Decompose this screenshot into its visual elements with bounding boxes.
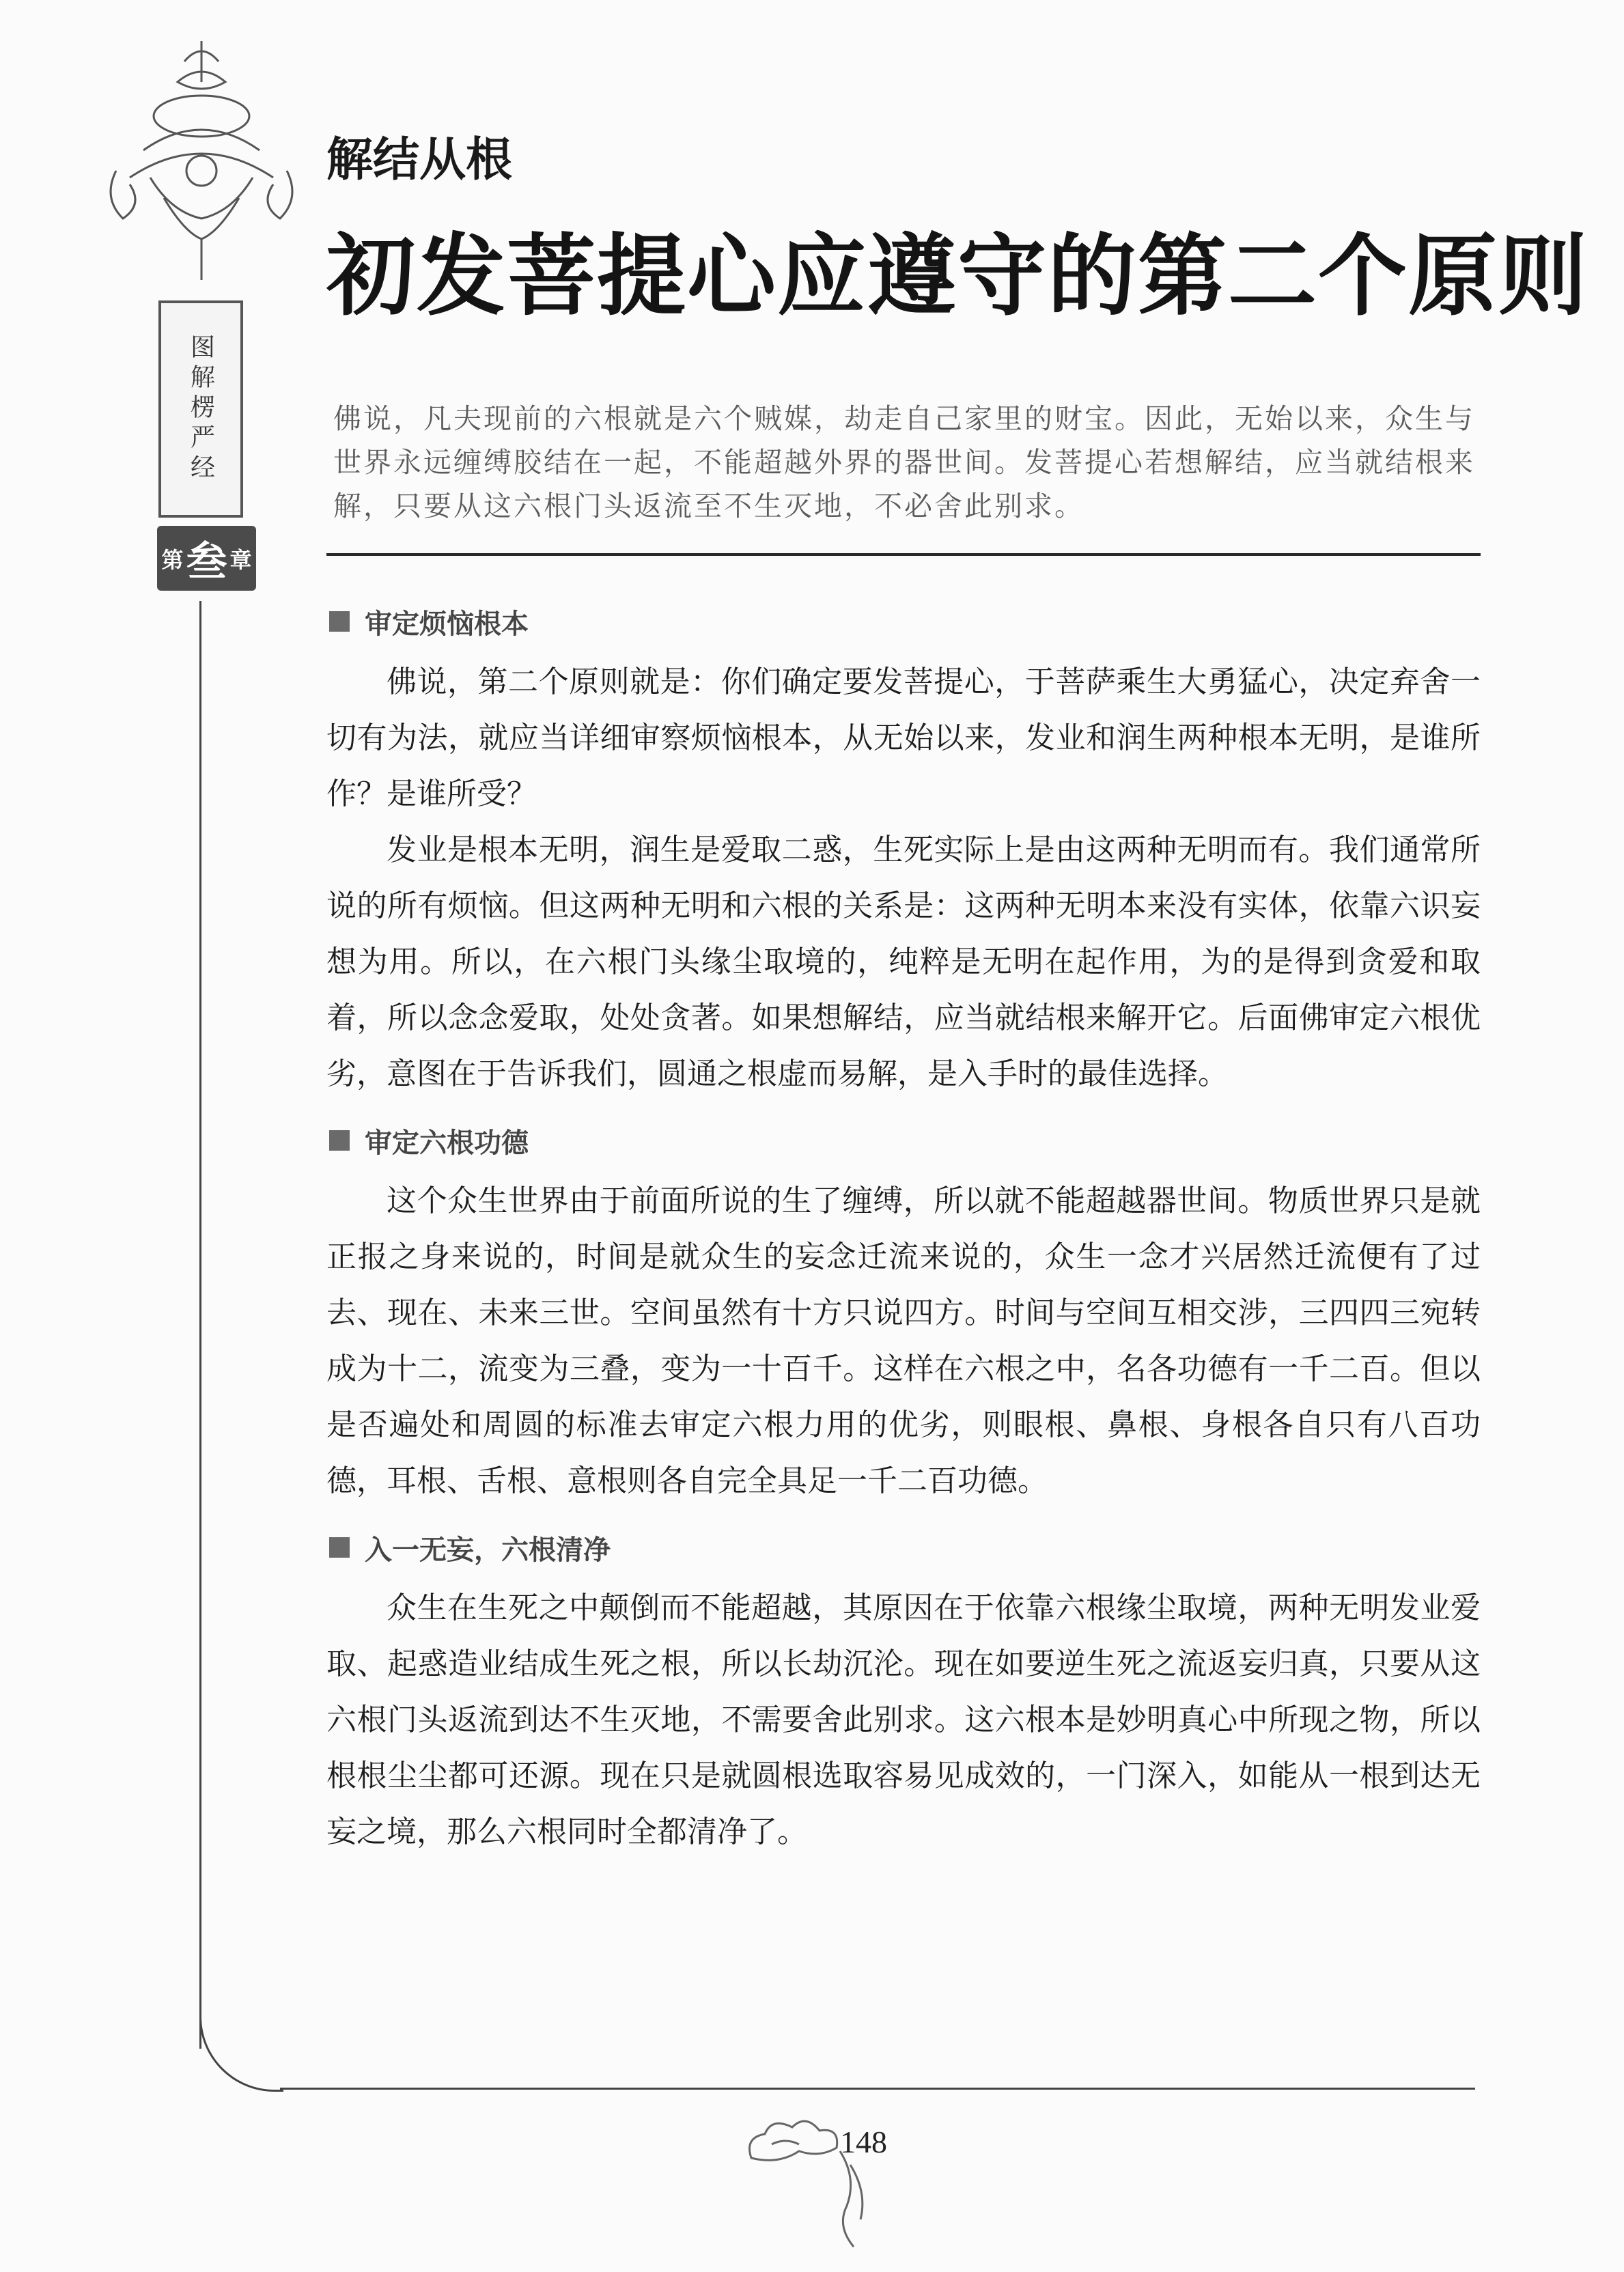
section-heading-text: 入一无妄，六根清净 — [365, 1534, 611, 1566]
book-title: 图解楞严经 — [186, 334, 215, 484]
section — [326, 601, 1481, 1102]
section-kicker: 解结从根 — [326, 133, 513, 187]
book-title-tab — [158, 300, 243, 518]
square-bullet-icon — [329, 1537, 350, 1558]
intro-summary: 佛说，凡夫现前的六根就是六个贼媒，劫走自己家里的财宝。因此，无始以来，众生与世界永远缠缚胶结在一起，不能超越外界的器世间。发菩提心若想解结，应当就结根来解，只要从这六根门头返流至不生灭地，不必舍此别求。 — [333, 402, 1475, 522]
page-title: 初发菩提心应遵守的第二个原则 — [326, 223, 1589, 328]
chapter-prefix: 第 — [161, 546, 184, 573]
square-bullet-icon — [329, 1130, 350, 1151]
section-heading-text: 审定烦恼根本 — [365, 608, 529, 640]
frame-corner — [199, 2008, 283, 2092]
chapter-badge — [157, 526, 256, 591]
section-heading — [326, 1120, 1481, 1161]
paragraph: 发业是根本无明，润生是爱取二惑，生死实际上是由这两种无明而有。我们通常所说的所有烦恼。但这两种无明和六根的关系是：这两种无明本来没有实体，依靠六识妄想为用。所以，在六根门头缘尘取境的，纯粹是无明在起作用，为的是得到贪爱和取着，所以念念爱取，处处贪著。如果想解结，应当就结根来解开它。后面佛审定六根优劣，意图在于告诉我们，圆通之根虚而易解，是入手时的最佳选择。 — [326, 832, 1481, 1091]
chapter-suffix: 章 — [229, 546, 252, 573]
main-content — [326, 601, 1481, 1878]
page-number: 148 — [840, 2124, 887, 2159]
chapter-number: 叁 — [186, 537, 227, 586]
section — [326, 1527, 1481, 1860]
frame-left-line — [199, 601, 201, 2049]
section-heading-text: 审定六根功德 — [365, 1127, 529, 1159]
lotus-vajra-ornament-icon — [102, 34, 300, 287]
paragraph: 佛说，第二个原则就是：你们确定要发菩提心，于菩萨乘生大勇猛心，决定弃舍一切有为法，就应当详细审察烦恼根本，从无始以来，发业和润生两种根本无明，是谁所作？是谁所受？ — [326, 664, 1481, 811]
paragraph: 这个众生世界由于前面所说的生了缠缚，所以就不能超越器世间。物质世界只是就正报之身来说的，时间是就众生的妄念迁流来说的，众生一念才兴居然迁流便有了过去、现在、未来三世。空间虽然有十方只说四方。时间与空间互相交涉，三四四三宛转成为十二，流变为三叠，变为一十百千。这样在六根之中，名各功德有一千二百。但以是否遍处和周圆的标准去审定六根力用的优劣，则眼根、鼻根、身根各自只有八百功德，耳根、舌根、意根则各自完全具足一千二百功德。 — [326, 1183, 1481, 1498]
title-divider — [326, 553, 1481, 556]
frame-bottom-line — [280, 2088, 1475, 2090]
section — [326, 1120, 1481, 1509]
section-heading — [326, 601, 1481, 642]
square-bullet-icon — [329, 611, 350, 632]
paragraph: 众生在生死之中颠倒而不能超越，其原因在于依靠六根缘尘取境，两种无明发业爱取、起惑造业结成生死之根，所以长劫沉沦。现在如要逆生死之流返妄归真，只要从这六根门头返流到达不生灭地，不需要舍此别求。这六根本是妙明真心中所现之物，所以根根尘尘都可还源。现在只是就圆根选取容易见成效的，一门深入，如能从一根到达无妄之境，那么六根同时全都清净了。 — [326, 1590, 1481, 1849]
section-heading — [326, 1527, 1481, 1568]
